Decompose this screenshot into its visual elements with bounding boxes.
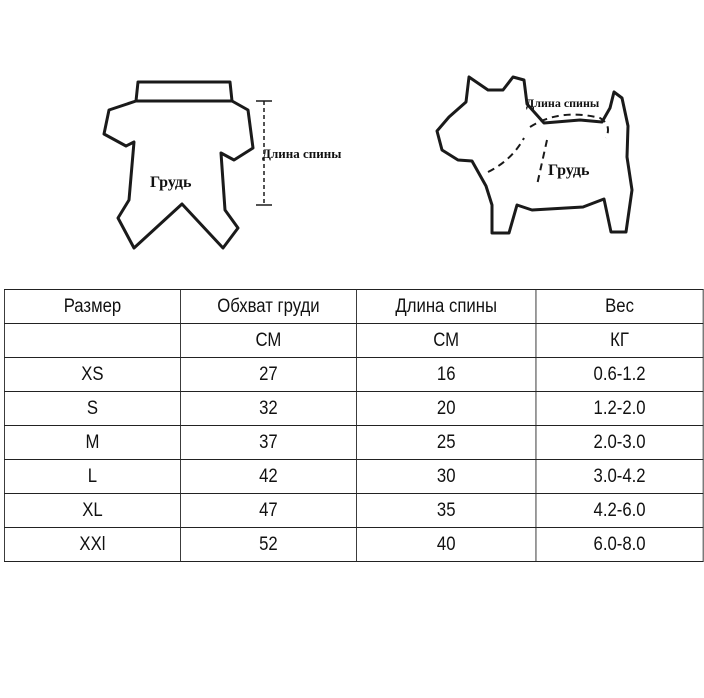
table-cell: XL	[4, 494, 180, 528]
table-row	[4, 460, 703, 494]
unit-cell: КГ	[536, 324, 703, 358]
dog-back-length-label: Длина спины	[526, 96, 600, 110]
table-cell: 20	[356, 392, 536, 426]
table-cell: 47	[180, 494, 356, 528]
table-cell: 30	[356, 460, 536, 494]
table-row	[4, 426, 703, 460]
table-cell: 25	[356, 426, 536, 460]
table-header-row	[4, 290, 703, 324]
dog-chest-label: Грудь	[548, 162, 590, 179]
table-cell: XXl	[4, 528, 180, 562]
table-cell: 1.2-2.0	[536, 392, 703, 426]
table-cell: M	[4, 426, 180, 460]
table-cell: 35	[356, 494, 536, 528]
table-cell: 16	[356, 358, 536, 392]
table-cell: 42	[180, 460, 356, 494]
table-cell: XS	[4, 358, 180, 392]
garment-chest-label: Грудь	[150, 174, 192, 191]
header-back-length: Длина спины	[356, 290, 536, 324]
table-cell: 52	[180, 528, 356, 562]
size-chart-table	[4, 289, 704, 562]
table-row	[4, 358, 703, 392]
table-cell: S	[4, 392, 180, 426]
table-cell: 0.6-1.2	[536, 358, 703, 392]
illustrations-svg	[0, 0, 704, 270]
table-cell: 37	[180, 426, 356, 460]
table-cell: 3.0-4.2	[536, 460, 703, 494]
garment-icon	[104, 82, 253, 248]
table-units-row	[4, 324, 703, 358]
table-row	[4, 528, 703, 562]
header-chest: Обхват груди	[180, 290, 356, 324]
table-cell: 40	[356, 528, 536, 562]
illustrations	[0, 0, 704, 270]
unit-cell: СМ	[356, 324, 536, 358]
table-cell: 6.0-8.0	[536, 528, 703, 562]
table-cell: 32	[180, 392, 356, 426]
table-row	[4, 392, 703, 426]
table-cell: 27	[180, 358, 356, 392]
table-row	[4, 494, 703, 528]
table-cell: L	[4, 460, 180, 494]
unit-cell: СМ	[180, 324, 356, 358]
unit-cell	[4, 324, 180, 358]
header-weight: Вес	[536, 290, 703, 324]
header-size: Размер	[4, 290, 180, 324]
table-cell: 2.0-3.0	[536, 426, 703, 460]
table-cell: 4.2-6.0	[536, 494, 703, 528]
garment-back-length-label: Длина спины	[262, 146, 342, 161]
